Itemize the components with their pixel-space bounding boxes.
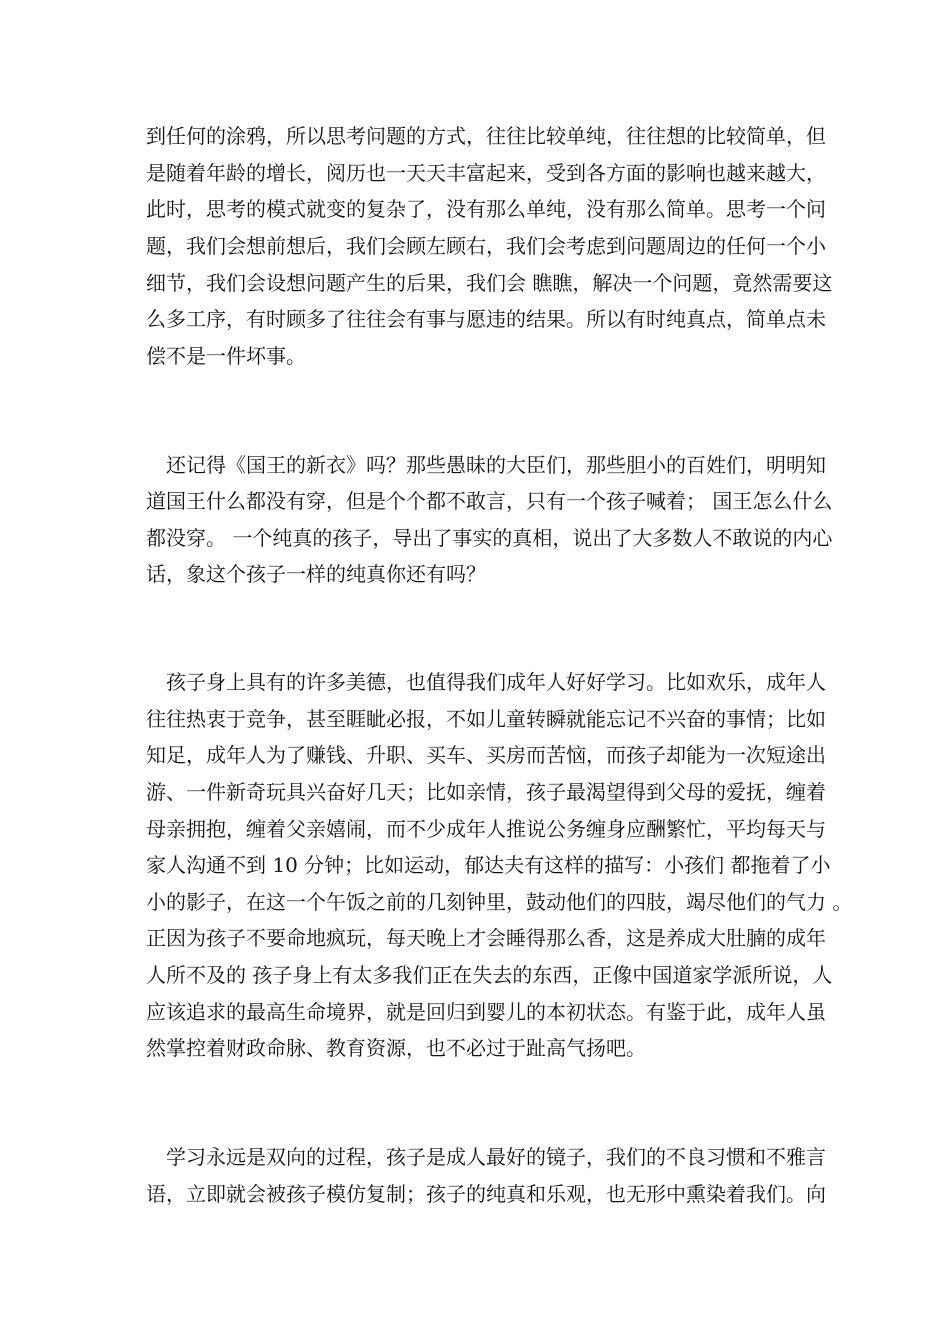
paragraph-line: 话，象这个孩子一样的纯真你还有吗？ [146, 562, 486, 586]
paragraph-line: 到任何的涂鸦，所以思考问题的方式，往往比较单纯，往往想的比较简单，但 [146, 124, 826, 148]
paragraph-line: 然掌控着财政命脉、教育资源，也不必过于趾高气扬吧。 [146, 1036, 646, 1060]
paragraph-line: 往往热衷于竞争，甚至睚眦必报，不如儿童转瞬就能忘记不兴奋的事情；比如 [146, 707, 826, 731]
paragraph-line: 是随着年龄的增长，阅历也一天天丰富起来，受到各方面的影响也越来越大， [146, 161, 826, 185]
paragraph-line: 道国王什么都没有穿，但是个个都不敢言，只有一个孩子喊着； 国王怎么什么 [146, 489, 833, 513]
paragraph-line: 人所不及的 孩子身上有太多我们正在失去的东西，正像中国道家学派所说，人 [146, 963, 833, 987]
paragraph-line: 正因为孩子不要命地疯玩，每天晚上才会睡得那么香，这是养成大肚腩的成年 [146, 926, 826, 950]
paragraph-line: 孩子身上具有的许多美德，也值得我们成年人好好学习。比如欢乐，成年人 [166, 670, 826, 694]
paragraph-line: 都没穿。 一个纯真的孩子，导出了事实的真相，说出了大多数人不敢说的内心 [146, 526, 833, 550]
paragraph-line: 语，立即就会被孩子模仿复制；孩子的纯真和乐观，也无形中熏染着我们。向 [146, 1182, 826, 1206]
paragraph-line: 母亲拥抱，缠着父亲嬉闹，而不少成年人推说公务缠身应酬繁忙，平均每天与 [146, 817, 826, 841]
paragraph-line: 应该追求的最高生命境界，就是回归到婴儿的本初状态。有鉴于此，成年人虽 [146, 1000, 826, 1024]
paragraph-line: 还记得《国王的新衣》吗？那些愚昧的大臣们，那些胆小的百姓们，明明知 [166, 453, 826, 477]
paragraph-line: 学习永远是双向的过程，孩子是成人最好的镜子，我们的不良习惯和不雅言 [166, 1145, 826, 1169]
paragraph-line: 知足，成年人为了赚钱、升职、买车、买房而苦恼，而孩子却能为一次短途出 [146, 743, 826, 767]
paragraph-line: 小的影子，在这一个午饭之前的几刻钟里，鼓动他们的四肢，竭尽他们的气力 。 [146, 890, 853, 914]
paragraph-line: 此时，思考的模式就变的复杂了，没有那么单纯，没有那么简单。思考一个问 [146, 197, 826, 221]
paragraph-line: 游、一件新奇玩具兴奋好几天；比如亲情，孩子最渴望得到父母的爱抚，缠着 [146, 780, 826, 804]
paragraph-line: 细节，我们会设想问题产生的后果，我们会 瞧瞧，解决一个问题，竟然需要这 [146, 271, 833, 295]
paragraph-line: 题，我们会想前想后，我们会顾左顾右，我们会考虑到问题周边的任何一个小 [146, 234, 826, 258]
paragraph-line: 么多工序，有时顾多了往往会有事与愿违的结果。所以有时纯真点，简单点未 [146, 307, 826, 331]
paragraph-line: 偿不是一件坏事。 [146, 344, 306, 368]
paragraph-line: 家人沟通不到 10 分钟；比如运动，郁达夫有这样的描写：小孩们 都拖着了小 [146, 853, 831, 877]
